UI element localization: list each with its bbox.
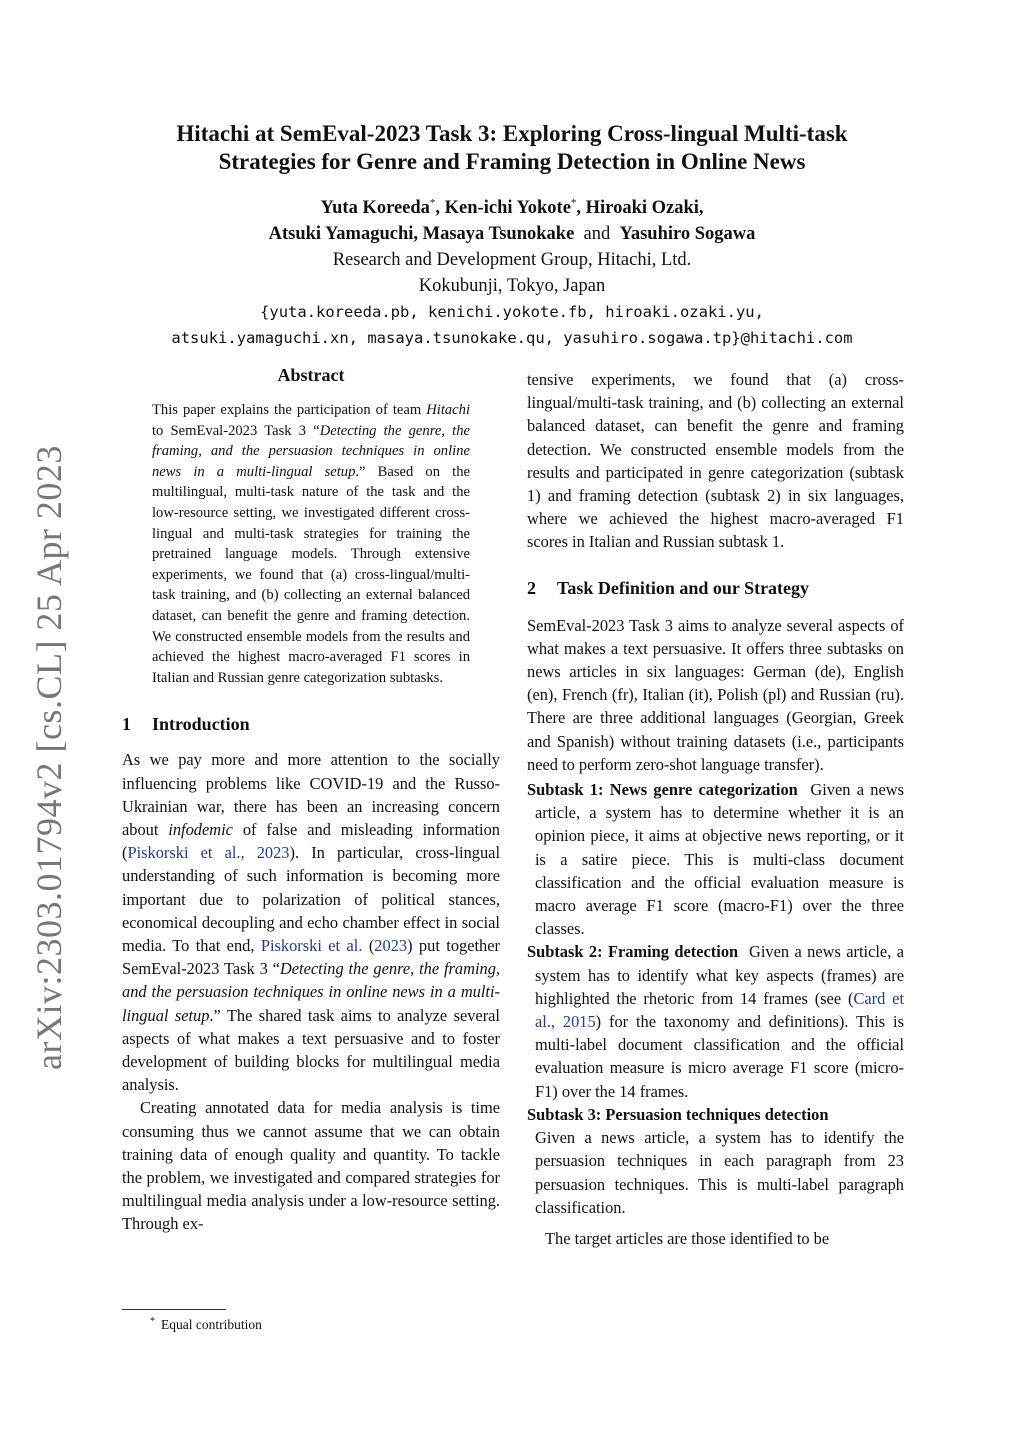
abstract-text: This paper explains the participation of team: [152, 402, 427, 418]
section-title: Introduction: [152, 714, 250, 735]
left-column: [122, 365, 500, 1236]
author-name: Ken-ichi Yokote: [444, 198, 571, 218]
title-line-1: Hitachi at SemEval-2023 Task 3: Exploring Cross-lingual Multi-task: [176, 121, 848, 146]
section-number: 1: [122, 714, 131, 735]
abstract-text: .” Based on the multilingual, multi-task nature of the task and the low-resource setting, we investigated different cross-lingual and multi-task strategies for training the pretrained language models. Through extensive experiments, we found that (a) cross-lingual/multi-task training, and (b) collecting an external balanced dataset, can benefit the genre and framing detection. We constructed ensemble models from the results and achieved the highest macro-averaged F1 scores in Italian and Russian genre categorization subtasks.: [152, 463, 470, 686]
author-name: Masaya Tsunokake: [422, 224, 575, 244]
right-column: [527, 368, 904, 1250]
footnote: [150, 1313, 262, 1334]
citation-link[interactable]: Card et al., 2015: [535, 988, 904, 1032]
task-paragraph: SemEval-2023 Task 3 aims to analyze several aspects of what makes a text persuasive. It offers three subtasks on news articles in six languages: German (de), English (en), French (fr), Italian (it), Polish (pl) and Russian (ru). There are three additional languages (Georgian, Greek and Spanish) without training datasets (i.e., participants need to perform zero-shot language transfer).: [527, 615, 904, 774]
subtask-heading: Subtask 2: Framing detection: [527, 942, 739, 962]
intro-paragraph-1: As we pay more and more attention to the socially influencing problems like COVID-19 and the Russo-Ukrainian war, there has been an increasing concern about infodemic of false and misleading information (Piskorski et al., 2023). In particular, cross-lingual understanding of such information is becoming more important due to polarization of political stances, economical decoupling and echo chamber effect in social media. To that end, Piskorski et al. (2023) put together SemEval-2023 Task 3 “Detecting the genre, the framing, and the persuasion techniques in online news in a multi-lingual setup.” The shared task aims to analyze several aspects of what makes a text persuasive and to foster development of building blocks for multilingual media analysis.: [122, 750, 501, 1095]
subtask-heading: Subtask 1: News genre categorization: [527, 780, 798, 800]
subtask-text: ) for the taxonomy and definitions). This is multi-label document classification and the official evaluation measure is micro average F1 score (micro-F1) over the 14 frames.: [535, 1012, 904, 1101]
abstract-text: to SemEval-2023 Task 3 “: [152, 422, 320, 439]
subtask-text: Given a news article, a system has to determine whether it is an opinion piece, it aims at objective news reporting, or it is a satire piece. This is multi-class document classification and the official evaluation measure is macro average F1 score (macro-F1) over the three classes.: [535, 780, 904, 939]
author-block: [100, 190, 924, 351]
citation-link[interactable]: Piskorski et al.: [260, 935, 363, 955]
citation-link[interactable]: Piskorski et al., 2023: [127, 843, 290, 863]
author-and: and: [583, 224, 611, 244]
abstract-text-italic: Detecting the genre, the framing, and the persuasion techniques in online news in a multi-lingual setup: [152, 422, 470, 480]
footnote-marker: *: [150, 1316, 155, 1327]
title-line-2: Strategies for Genre and Framing Detection in Online News: [218, 149, 806, 174]
section-number: 2: [527, 577, 536, 598]
author-name: Yuta Koreeda: [320, 198, 430, 218]
author-line-2: Atsuki Yamaguchi, Masaya Tsunokake and Yasuhiro Sogawa: [268, 224, 756, 244]
footnote-text: Equal contribution: [161, 1317, 262, 1332]
subtask-3: [527, 1103, 904, 1219]
paper-title: [100, 120, 924, 176]
email-line-2: atsuki.yamaguchi.xn, masaya.tsunokake.qu, yasuhiro.sogawa.tp}@hitachi.com: [171, 329, 853, 347]
subtask-text: Given a news article, a system has to identify what key aspects (frames) are highlighted the rhetoric from 14 frames (see (: [535, 942, 904, 1008]
closing-paragraph: The target articles are those identified to be: [545, 1228, 830, 1248]
abstract-body: [152, 400, 470, 688]
equal-contribution-marker: *: [570, 197, 577, 209]
intro-paragraph-2: Creating annotated data for media analysis is time consuming thus we cannot assume that we can obtain training data of enough quality and quantity. To tackle the problem, we investigated and compared strategies for multilingual media analysis under a low-resource setting. Through ex-: [122, 1098, 500, 1234]
author-name: Yasuhiro Sogawa: [619, 224, 756, 244]
arxiv-stamp: arXiv:2303.01794v2 [cs.CL] 25 Apr 2023: [29, 445, 69, 1070]
affiliation: Research and Development Group, Hitachi, Ltd.: [332, 250, 692, 270]
subtask-text: Given a news article, a system has to identify the persuasion techniques in each paragraph from 23 persuasion techniques. This is multi-label paragraph classification.: [535, 1128, 904, 1217]
author-name: Hiroaki Ozaki,: [585, 198, 704, 218]
email-line-1: {yuta.koreeda.pb, kenichi.yokote.fb, hiroaki.ozaki.yu,: [260, 303, 764, 321]
subtask-heading: Subtask 3: Persuasion techniques detection: [527, 1104, 829, 1124]
author-name: Atsuki Yamaguchi: [268, 224, 414, 244]
equal-contribution-marker: *: [429, 197, 436, 209]
footnote-rule: [122, 1309, 226, 1310]
section-title: Task Definition and our Strategy: [557, 577, 810, 598]
abstract-text-italic: Hitachi: [426, 402, 470, 418]
abstract-heading: Abstract: [277, 365, 345, 385]
intro-continuation: tensive experiments, we found that (a) cross-lingual/multi-task training, and (b) collecting an external balanced dataset, can benefit the genre and framing detection. We constructed ensemble models from the results and participated in genre categorization (subtask 1) and framing detection (subtask 2) in six languages, where we achieved the highest macro-averaged F1 scores in Italian and Russian subtask 1.: [527, 370, 904, 552]
subtask-2: [527, 940, 904, 1102]
author-line-1: Yuta Koreeda*, Ken-ichi Yokote*, Hiroaki Ozaki,: [320, 197, 704, 218]
citation-link[interactable]: 2023: [374, 935, 408, 955]
section-heading-task-definition: [527, 576, 904, 600]
location: Kokubunji, Tokyo, Japan: [418, 276, 606, 296]
subtask-1: [527, 778, 904, 940]
section-heading-introduction: [122, 712, 500, 736]
